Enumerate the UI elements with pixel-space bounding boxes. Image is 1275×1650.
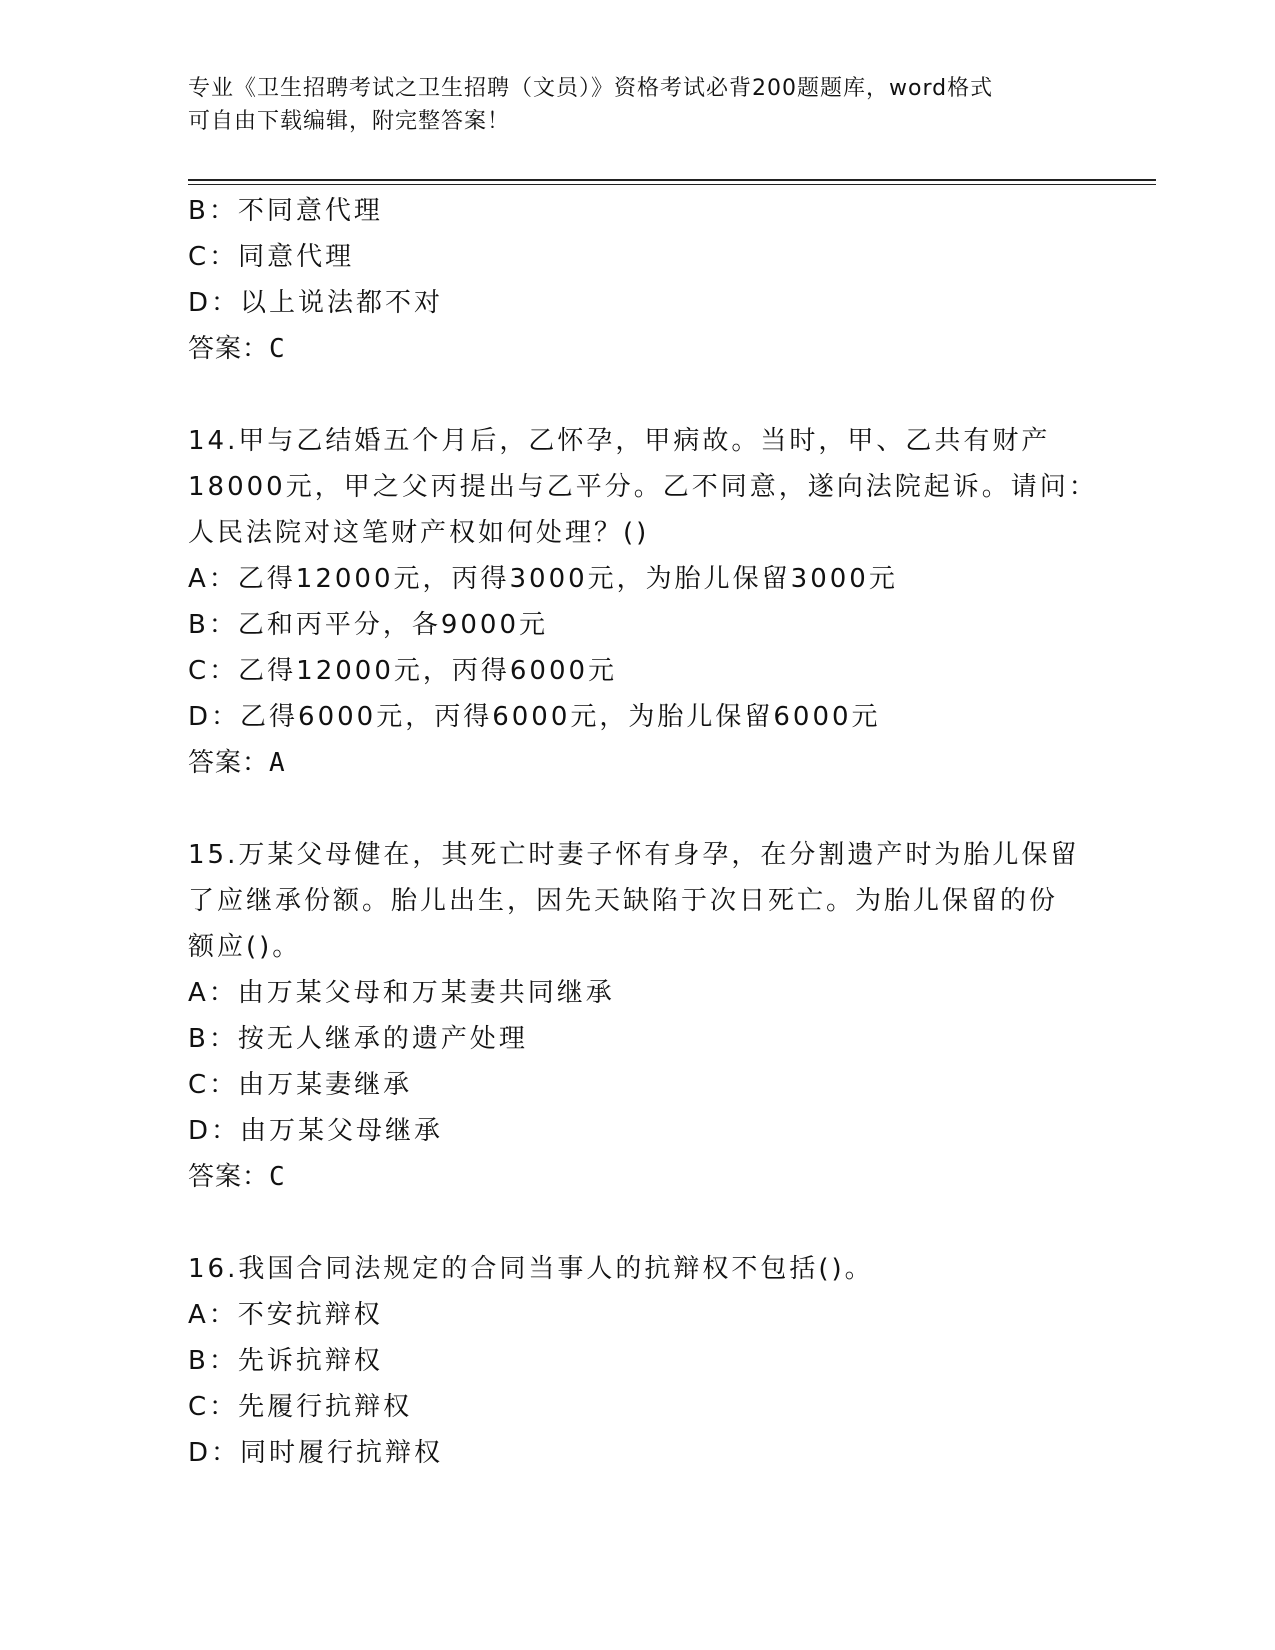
option-a: A：由万某父母和万某妻共同继承 [188, 978, 615, 1008]
answer: 答案：C [188, 1162, 286, 1192]
header-divider-thick [188, 179, 1156, 181]
question-16 [188, 1246, 1088, 1476]
question-stem: 18000元，甲之父丙提出与乙平分。乙不同意，遂向法院起诉。请问： [188, 472, 1098, 502]
question-list [188, 188, 1098, 1476]
option-c: C：同意代理 [188, 242, 355, 272]
option-c: C：由万某妻继承 [188, 1070, 413, 1100]
option-c: C：先履行抗辩权 [188, 1392, 413, 1422]
option-a: A：不安抗辩权 [188, 1300, 383, 1330]
spacer [188, 1200, 1088, 1246]
answer: 答案：A [188, 748, 286, 778]
header-divider-thin [188, 184, 1156, 185]
page-header [188, 72, 1068, 138]
option-c: C：乙得12000元，丙得6000元 [188, 656, 618, 686]
header-title-line-1: 专业《卫生招聘考试之卫生招聘（文员）》资格考试必背200题题库，word格式 [188, 76, 994, 101]
answer: 答案：C [188, 334, 286, 364]
option-d: D：以上说法都不对 [188, 288, 444, 318]
question-stem: 15.万某父母健在，其死亡时妻子怀有身孕，在分割遗产时为胎儿保留 [188, 840, 1080, 870]
question-15 [188, 832, 1088, 1200]
option-b: B：先诉抗辩权 [188, 1346, 383, 1376]
question-14 [188, 418, 1098, 786]
option-b: B：乙和丙平分，各9000元 [188, 610, 549, 640]
question-stem: 额应()。 [188, 932, 302, 962]
question-stem: 了应继承份额。胎儿出生，因先天缺陷于次日死亡。为胎儿保留的份 [188, 886, 1059, 916]
option-a: A：乙得12000元，丙得3000元，为胎儿保留3000元 [188, 564, 898, 594]
option-d: D：同时履行抗辩权 [188, 1438, 444, 1468]
question-13-continued [188, 188, 1088, 372]
option-b: B：不同意代理 [188, 196, 383, 226]
option-d: D：由万某父母继承 [188, 1116, 444, 1146]
spacer [188, 786, 1088, 832]
header-title-line-2: 可自由下载编辑，附完整答案！ [188, 109, 511, 134]
option-b: B：按无人继承的遗产处理 [188, 1024, 528, 1054]
question-stem: 人民法院对这笔财产权如何处理？() [188, 518, 650, 548]
spacer [188, 372, 1088, 418]
option-d: D：乙得6000元，丙得6000元，为胎儿保留6000元 [188, 702, 881, 732]
question-stem: 16.我国合同法规定的合同当事人的抗辩权不包括()。 [188, 1254, 874, 1284]
question-stem: 14.甲与乙结婚五个月后，乙怀孕，甲病故。当时，甲、乙共有财产 [188, 426, 1051, 456]
